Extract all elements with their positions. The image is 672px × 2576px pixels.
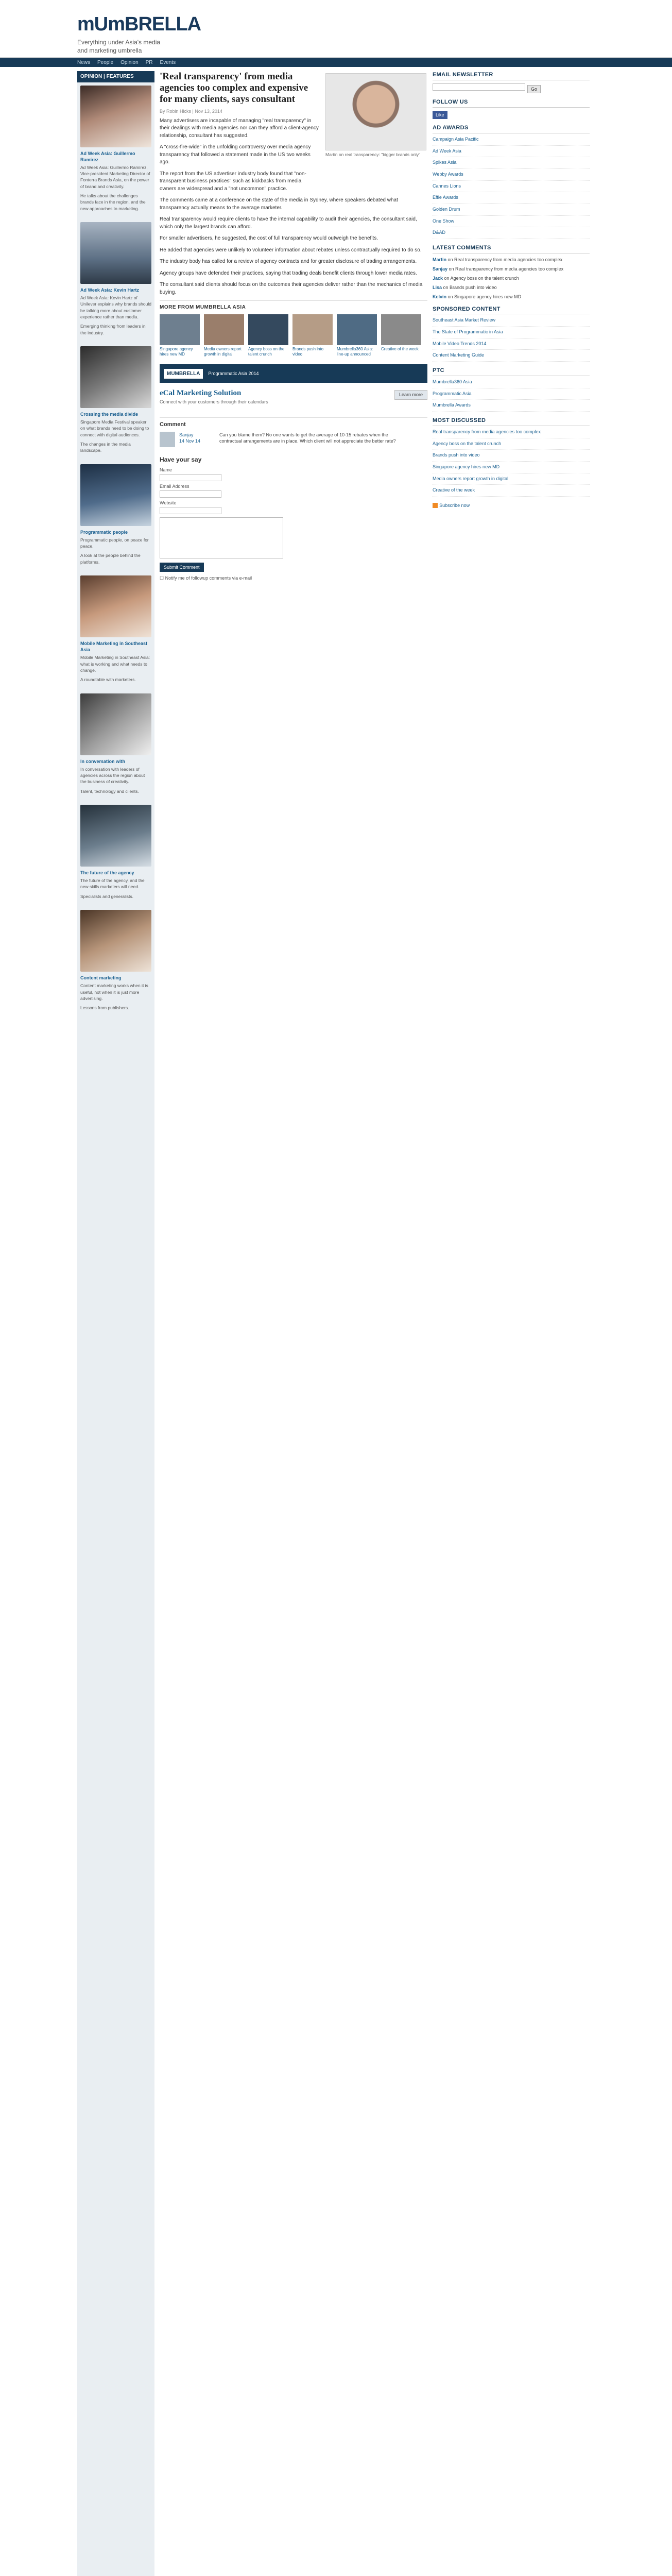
left-sidebar [77,71,154,2576]
left-sidebar-heading: OPINION | FEATURES [77,71,154,82]
feature-title[interactable]: The future of the agency [80,870,134,875]
awards-link[interactable]: Effie Awards [433,195,590,204]
notify-checkbox-label[interactable]: ☐ Notify me of followup comments via e-mail [160,575,252,581]
subscribe-link[interactable]: Subscribe now [439,503,470,509]
feature-title[interactable]: Crossing the media divide [80,411,139,417]
site-logo[interactable]: mUmBRELLA [77,13,201,35]
banner-ad[interactable] [160,364,427,383]
newsletter-go-button[interactable]: Go [527,85,541,93]
feature-item[interactable] [77,690,154,802]
feature-item[interactable] [77,802,154,907]
feature-text: Ad Week Asia: Guillermo Ramírez, Vice-president Marketing Director of Fonterra Brands Asia, on the power of brand and creativity. He talks about the challenges brands face in the region, and the new approaches to marketing. [80,164,150,211]
more-from-heading: MORE FROM MUMBRELLA ASIA [160,304,246,311]
article-paragraph: Real transparency would require clients to have the internal capability to audit their agencies, the consultant said, which only the largest brands can afford. [160,216,417,230]
article-paragraph: Agency groups have defended their practices, saying that trading deals benefit clients through lower media rates. [160,270,417,276]
article-paragraph: Many advertisers are incapable of managing "real transparency" in their dealings with media agencies nor can they afford a client-agency relationship, consultant has suggested. [160,117,319,139]
ptc-heading: PTC [433,367,590,376]
nav-item[interactable]: People [97,60,114,65]
article-paragraph: A "cross-fire-wide" in the unfolding controversy over media agency transparency that followed a statement made in the US two weeks ago. [160,144,311,165]
email-field[interactable] [160,490,221,498]
article-paragraph: The industry body has called for a review of agency contracts and for greater disclosure of trading arrangements. [160,259,417,265]
latest-comment[interactable]: Lisa on Brands push into video [433,285,497,291]
feature-title[interactable]: Programmatic people [80,529,128,535]
most-discussed-link[interactable]: Agency boss on the talent crunch [433,441,590,450]
site-header [0,0,672,58]
comments-heading: Comment [160,421,186,428]
newsletter-widget [433,71,590,93]
feature-item[interactable] [77,907,154,1018]
ptc-link[interactable]: Programmatic Asia [433,391,590,400]
awards-link[interactable]: Ad Week Asia [433,148,590,158]
article-paragraph: For smaller advertisers, he suggested, the cost of full transparency would outweigh the benefits. [160,235,378,242]
feature-item[interactable] [77,461,154,572]
feature-image[interactable] [80,910,151,972]
feature-title[interactable]: Mobile Marketing in Southeast Asia [80,641,148,653]
newsletter-heading: EMAIL NEWSLETTER [433,71,590,80]
sponsored-link[interactable]: Mobile Video Trends 2014 [433,341,590,350]
related-thumbnail[interactable] [381,314,421,345]
feature-title[interactable]: In conversation with [80,758,126,764]
ptc-link[interactable]: Mumbrella360 Asia [433,379,590,388]
awards-widget [433,124,590,239]
follow-widget [433,98,590,119]
awards-link[interactable]: Cannes Lions [433,183,590,193]
related-caption[interactable]: Agency boss on the talent crunch [248,346,285,357]
comment-form-heading: Have your say [160,455,202,463]
avatar [160,432,175,447]
comment-form [160,455,427,582]
most-discussed-heading: MOST DISCUSSED [433,417,590,426]
feature-text: In conversation with leaders of agencies across the region about the business of creativity. Talent, technology and clients. [80,766,145,794]
latest-comments-widget [433,244,590,300]
most-discussed-widget [433,417,590,497]
email-label: Email Address [160,484,189,489]
feature-text: The future of the agency, and the new skills marketers will need. Specialists and generalists. [80,878,145,899]
article-paragraph: The comments came at a conference on the state of the media in Sydney, where speakers debated what transparency actually means to the average marketer. [160,197,398,211]
article-paragraph: The consultant said clients should focus on the outcomes their agencies deliver rather than the mechanics of media buying. [160,282,423,295]
awards-link[interactable]: Spikes Asia [433,160,590,169]
ecal-text: Connect with your customers through their calendars [160,399,268,404]
related-caption[interactable]: Brands push into video [292,346,324,357]
most-discussed-link[interactable]: Singapore agency hires new MD [433,464,590,473]
feature-text: Mobile Marketing in Southeast Asia: what is working and what needs to change. A roundtable with marketers. [80,655,150,683]
awards-link[interactable]: Webby Awards [433,172,590,181]
awards-link[interactable]: Golden Drum [433,207,590,216]
feature-item[interactable] [77,82,154,219]
latest-comment[interactable]: Sanjay on Real transparency from media agencies too complex [433,266,564,272]
feature-text: Programmatic people, on peace for peace. A look at the people behind the platforms. [80,537,149,565]
awards-link[interactable]: One Show [433,218,590,228]
author-photo-caption: Martin on real transparency: "bigger brands only" [325,152,421,157]
feature-text: Singapore Media Festival speaker on what brands need to be doing to connect with digital audiences. The changes in the media landscape. [80,419,149,453]
feature-image[interactable] [80,222,151,284]
most-discussed-link[interactable]: Brands push into video [433,452,590,462]
related-caption[interactable]: Singapore agency hires new MD [160,346,193,357]
ptc-widget [433,367,590,412]
ecal-button[interactable]: Learn more [394,390,427,399]
feature-image[interactable] [80,346,151,408]
related-thumbnail[interactable] [204,314,244,345]
feature-image[interactable] [80,464,151,526]
latest-comment[interactable]: Jack on Agency boss on the talent crunch [433,276,519,281]
feature-item[interactable] [77,343,154,461]
most-discussed-link[interactable]: Media owners report growth in digital [433,476,590,485]
nav-item[interactable]: Events [160,60,176,65]
banner-badge: MUMBRELLA [164,369,203,379]
comment-item [160,432,427,447]
comment-textarea[interactable] [160,517,283,558]
feature-image[interactable] [80,805,151,867]
related-caption[interactable]: Creative of the week [381,346,419,351]
ecal-ad[interactable] [160,388,427,404]
sponsored-widget [433,306,590,362]
main-nav [0,58,672,67]
latest-comment[interactable]: Martin on Real transparency from media agencies too complex [433,257,563,262]
author-photo [325,73,426,150]
author-photo-box [325,73,426,161]
site-tagline: Everything under Asia's media and marketing umbrella [77,39,161,54]
comment-date: 14 Nov 14 [179,438,201,444]
right-sidebar [433,71,590,515]
related-item[interactable] [381,314,421,358]
article-byline: By Robin Hicks | Nov 13, 2014 [160,108,222,114]
more-from-section [160,300,427,357]
related-thumbnail[interactable] [337,314,377,345]
follow-heading: FOLLOW US [433,98,590,108]
related-thumbnail[interactable] [292,314,333,345]
feature-image[interactable] [80,86,151,147]
feature-image[interactable] [80,693,151,755]
banner-text: Programmatic Asia 2014 [208,371,259,377]
article-main [160,71,427,582]
feature-item[interactable] [77,572,154,690]
comment-text: Can you blame them? No one wants to get the average of 10-15 rebates when the contractual arrangements are in place. Which client will not appreciate the better rate? [219,432,396,444]
name-field[interactable] [160,474,221,481]
awards-heading: AD AWARDS [433,124,590,133]
feature-text: Content marketing works when it is useful, not when it is just more advertising. Lessons from publishers. [80,983,148,1011]
facebook-like-button[interactable]: Like [433,111,447,119]
related-item[interactable] [160,314,200,358]
feature-text: Ad Week Asia: Kevin Hartz of Unilever explains why brands should be talking more about customer experience rather than media. Emerging thinking from leaders in the industry. [80,295,151,335]
page-wrapper [77,67,592,2576]
ecal-title[interactable]: eCal Marketing Solution [160,389,242,398]
sponsored-link[interactable]: The State of Programmatic in Asia [433,329,590,338]
rss-icon [433,503,438,508]
related-caption[interactable]: Mumbrella360 Asia: line-up announced [337,346,373,357]
nav-item[interactable]: News [77,60,91,65]
latest-comment[interactable]: Kelvin on Singapore agency hires new MD [433,294,522,300]
comment-author[interactable]: Sanjay [179,432,194,437]
article-title: 'Real transparency' from media agencies too complex and expensive for many clients, says consultant [160,71,308,105]
related-item[interactable] [204,314,244,358]
awards-link[interactable]: D&AD [433,230,590,239]
feature-title[interactable]: Content marketing [80,975,122,981]
subscribe-widget [433,502,590,510]
article-paragraph: The report from the US advertiser industry body found that "non-transparent business practices" such as kickbacks from media owners are widespread and a "not uncommon" practice. [160,171,306,192]
feature-title[interactable]: Ad Week Asia: Kevin Hartz [80,287,140,293]
sponsored-link[interactable]: Content Marketing Guide [433,352,590,362]
sponsored-heading: SPONSORED CONTENT [433,306,590,315]
most-discussed-link[interactable]: Creative of the week [433,487,590,497]
name-label: Name [160,467,173,472]
related-item[interactable] [292,314,333,358]
related-item[interactable] [248,314,288,358]
latest-comments-heading: LATEST COMMENTS [433,244,590,253]
feature-title[interactable]: Ad Week Asia: Guillermo Ramírez [80,150,135,162]
article-paragraph: He added that agencies were unlikely to volunteer information about rebates unless contractually required to do so. [160,247,422,253]
website-label: Website [160,500,177,506]
sponsored-link[interactable]: Southeast Asia Market Review [433,317,590,327]
nav-item[interactable]: PR [145,60,153,65]
feature-image[interactable] [80,575,151,637]
awards-link[interactable]: Campaign Asia Pacific [433,137,590,146]
feature-item[interactable] [77,219,154,343]
ptc-link[interactable]: Mumbrella Awards [433,402,590,412]
most-discussed-link[interactable]: Real transparency from media agencies too complex [433,429,590,438]
newsletter-email-input[interactable] [433,83,525,91]
related-thumbnail[interactable] [248,314,288,345]
nav-item[interactable]: Opinion [120,60,139,65]
related-item[interactable] [337,314,377,358]
related-caption[interactable]: Media owners report growth in digital [204,346,242,357]
comments-section [160,417,427,447]
submit-comment-button[interactable]: Submit Comment [160,563,204,572]
website-field[interactable] [160,507,221,514]
related-thumbnail[interactable] [160,314,200,345]
